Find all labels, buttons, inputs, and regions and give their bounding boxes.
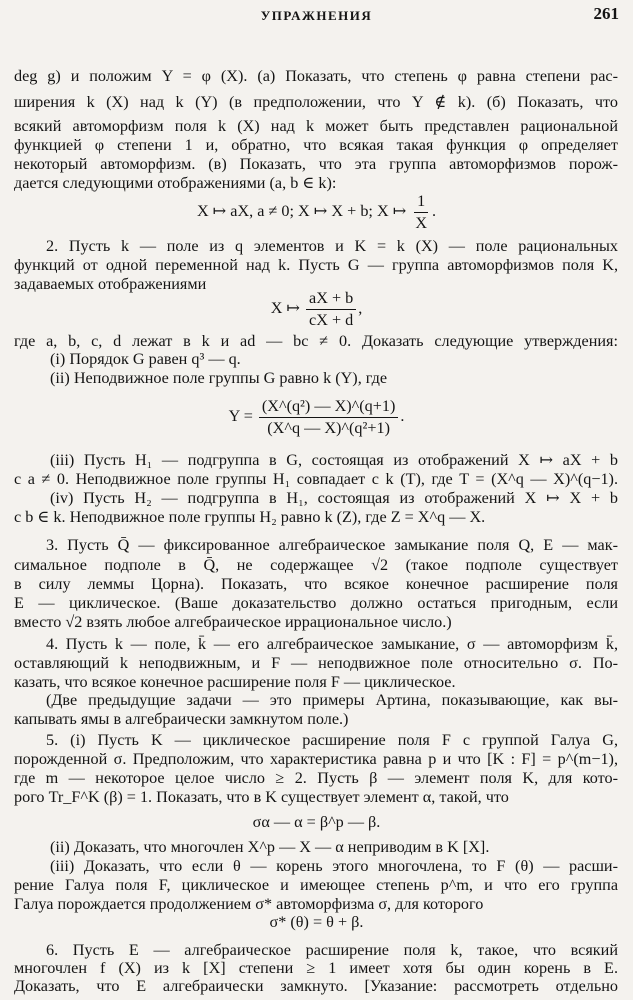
- fraction-numerator: 1: [414, 192, 428, 213]
- fraction-denominator: X: [415, 214, 428, 232]
- fraction: [412, 192, 430, 233]
- text-line: deg g) и положим Y = φ (X). (а) Показать, что степень φ равна степени рас-: [14, 67, 618, 85]
- fraction: [306, 289, 356, 330]
- formula-moebius-map: [0, 289, 633, 330]
- formula-alpha-relation: σα — α = β^p — β.: [252, 813, 381, 831]
- text-line: E — циклическое. (Ваше доказательство должно остаться пригодным, если: [14, 594, 618, 612]
- formula-text: X ↦ aX, a ≠ 0; X ↦ X + b; X ↦: [196, 202, 407, 221]
- fraction-denominator: cX + d: [309, 311, 354, 329]
- text-line: порожденной σ. Предположим, что характеристика равна p и что [K : F] = p^(m−1),: [14, 750, 618, 768]
- text-line: 6. Пусть E — алгебраическое расширение поля k, такое, что всякий: [46, 941, 618, 959]
- text-line: (ii) Доказать, что многочлен X^p — X — α неприводим в K [X].: [50, 838, 490, 856]
- text-line: (Две предыдущие задачи — это примеры Артина, показывающие, как вы-: [46, 691, 618, 709]
- text-line: рого Tr_F^K (β) = 1. Показать, что в K существует элемент α, такой, что: [14, 788, 509, 806]
- text-line: с b ∈ k. Неподвижное поле группы H₂ равно k (Z), где Z = X^q — X.: [14, 508, 486, 526]
- formula-fixed-field-generator: [0, 397, 633, 438]
- text-line: где m — некоторое целое число ≥ 2. Пусть β — элемент поля K, для кото-: [14, 769, 618, 787]
- text-line: Галуа порождается продолжением σ* автоморфизма σ, для которого: [14, 895, 484, 913]
- formula-punct: .: [400, 407, 405, 426]
- formula-sigma-star: σ* (θ) = θ + β.: [269, 913, 364, 931]
- text-line: 4. Пусть k — поле, k̄ — его алгебраическое замыкание, σ — автоморфизм k̄,: [46, 635, 618, 653]
- text-line: всякий автоморфизм поля k (X) над k может быть представлен рациональной: [14, 117, 618, 135]
- text-line: (iii) Доказать, что если θ — корень этого многочлена, то F (θ) — расши-: [50, 857, 618, 875]
- formula-text: Y =: [228, 407, 253, 426]
- fraction: [259, 397, 398, 438]
- text-line: где a, b, c, d лежат в k и ad — bc ≠ 0. Доказать следующие утверждения:: [14, 332, 618, 350]
- fraction-numerator: (X^(q²) — X)^(q+1): [259, 397, 398, 418]
- formula-punct: .: [432, 202, 437, 221]
- text-line: 5. (i) Пусть K — циклическое расширение поля F с группой Галуа G,: [46, 731, 618, 749]
- text-line: ширения k (X) над k (Y) (в предположении, что Y ∉ k). (б) Показать, что: [14, 93, 618, 111]
- page-number: 261: [593, 4, 619, 23]
- text-line: дается следующими отображениями (a, b ∈ k):: [14, 174, 337, 192]
- text-line: 2. Пусть k — поле из q элементов и K = k (X) — поле рациональных: [46, 237, 618, 255]
- text-line: оставляющий k неподвижным, и F — неподвижное поле относительно σ. По-: [14, 654, 618, 672]
- text-line: некоторый автоморфизм. (в) Показать, что эта группа автоморфизмов порож-: [14, 155, 618, 173]
- text-line: в силу леммы Цорна). Показать, что всякое конечное расширение поля: [14, 575, 618, 593]
- text-line: многочлен f (X) из k [X] степени ≥ 1 имеет хотя бы один корень в E.: [14, 959, 618, 977]
- fraction-denominator: (X^q — X)^(q²+1): [267, 419, 390, 437]
- text-line: 3. Пусть Q̄ — фиксированное алгебраическое замыкание поля Q, E — мак-: [46, 536, 618, 554]
- text-line: с a ≠ 0. Неподвижное поле группы H₁ совпадает с k (T), где T = (X^q — X)^(q−1).: [14, 470, 618, 488]
- text-line: (ii) Неподвижное поле группы G равно k (Y), где: [50, 369, 388, 387]
- text-line: казать, что всякое конечное расширение поля F — циклическое.: [14, 673, 456, 691]
- fraction-numerator: aX + b: [306, 289, 356, 310]
- text-line: функцией φ степени 1 и, обратно, что всякая такая функция φ определяет: [14, 136, 618, 154]
- page-header: [0, 4, 633, 28]
- text-line: капывать ямы в алгебраически замкнутом поле.): [14, 710, 349, 728]
- text-line: Доказать, что E алгебраически замкнуто. [Указание: рассмотреть отдельно: [14, 977, 618, 995]
- text-line: задаваемых отображениями: [14, 275, 207, 293]
- text-line: функций от одной переменной над k. Пусть G — группа автоморфизмов поля K,: [14, 256, 618, 274]
- text-line: (iii) Пусть H₁ — подгруппа в G, состоящая из отображений X ↦ aX + b: [50, 451, 618, 469]
- text-line: рение Галуа поля F, циклическое и имеющее степень p^m, и что его группа: [14, 876, 618, 894]
- text-line: (i) Порядок G равен q³ — q.: [50, 350, 241, 368]
- text-line: симальное подполе в Q̄, не содержащее √2 (такое подполе существует: [14, 556, 618, 574]
- formula-text: X ↦: [270, 299, 300, 318]
- formula-punct: ,: [358, 299, 363, 318]
- text-line: (iv) Пусть H₂ — подгруппа в H₁, состоящая из отображений X ↦ X + b: [50, 489, 618, 507]
- running-title: УПРАЖНЕНИЯ: [260, 8, 373, 23]
- formula-automorphism-generators: [0, 192, 633, 233]
- text-line: вместо √2 взять любое алгебраическое иррациональное число.): [14, 613, 452, 631]
